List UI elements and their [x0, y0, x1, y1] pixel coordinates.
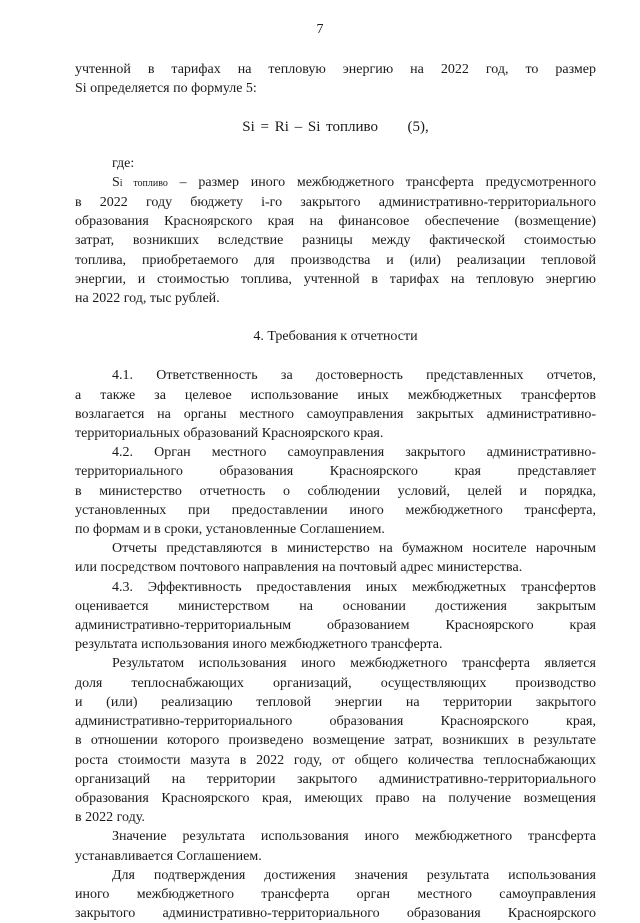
formula-expression: Si = Ri – Si топливо	[242, 119, 379, 136]
intro-paragraph	[75, 60, 596, 98]
definition-subscript: i топливо	[119, 177, 168, 189]
text-line: территориальных образований Красноярского края.	[75, 426, 384, 442]
text-line: административно-территориального образования Красноярского края,	[75, 714, 596, 730]
page-number: 7	[316, 22, 324, 37]
text-line: на 2022 год, тыс рублей.	[75, 291, 220, 307]
text-line: доля теплоснабжающих организаций, осуществляющих производство	[75, 675, 596, 691]
text-line: организаций на территории закрытого административно-территориального	[75, 771, 596, 787]
text-line: Значение результата использования иного межбюджетного трансферта	[112, 829, 596, 845]
text-line: Отчеты представляются в министерство на бумажном носителе нарочным	[112, 541, 596, 557]
section-paragraphs	[75, 366, 596, 923]
definition-lines	[75, 193, 596, 308]
text-line: территориального образования Красноярского края представляет	[75, 464, 596, 480]
paragraph	[75, 578, 596, 655]
where-label: где:	[112, 155, 135, 171]
text-line: закрытого административно-территориального образования Красноярского	[75, 906, 596, 922]
paragraph	[75, 443, 596, 539]
text-line: возлагается на органы местного самоуправления закрытых административно-	[75, 406, 596, 422]
section-heading: 4. Требования к отчетности	[253, 329, 418, 345]
text-line: установленных при предоставлении иного межбюджетного трансферта,	[75, 502, 596, 518]
text-line: оценивается министерством на основании достижения закрытым	[75, 598, 596, 614]
text-line: иного межбюджетного трансферта орган местного самоуправления	[75, 886, 596, 902]
page-body	[75, 60, 596, 923]
paragraph	[75, 866, 596, 923]
text-line: административно-территориальным образованием Красноярского края	[75, 618, 596, 634]
text-line: Результатом использования иного межбюджетного трансферта является	[112, 656, 596, 672]
text-line: и (или) реализацию тепловой энергии на территории закрытого	[75, 694, 596, 710]
text-line: энергии, и стоимостью топлива, учтенной в тарифах на тепловую энергию	[75, 271, 596, 287]
text-line: устанавливается Соглашением.	[75, 848, 262, 864]
text-line: роста стоимости мазута в 2022 году, от общего количества теплоснабжающих	[75, 752, 596, 768]
text-line: Si определяется по формуле 5:	[75, 81, 257, 97]
text-line: в 2022 году.	[75, 810, 145, 826]
text-line: топлива, приобретаемого для производства и (или) реализации тепловой	[75, 252, 596, 268]
formula-number: (5),	[407, 119, 429, 136]
text-line: 4.3. Эффективность предоставления иных межбюджетных трансфертов	[112, 579, 596, 595]
text-line: в министерство отчетность о соблюдении условий, целей и порядка,	[75, 483, 596, 499]
paragraph	[75, 366, 596, 443]
text-line: образования Красноярского края на финансовое обеспечение (возмещение)	[75, 214, 596, 230]
text-line: учтенной в тарифах на тепловую энергию на 2022 год, то размер	[75, 62, 596, 77]
definition-paragraph	[75, 173, 596, 308]
formula-5	[75, 118, 596, 137]
text-line: Для подтверждения достижения значения результата использования	[112, 867, 596, 883]
text-line: результата использования иного межбюджетного трансферта.	[75, 637, 443, 653]
text-line: по формам и в сроки, установленные Соглашением.	[75, 522, 385, 538]
text-line: 4.1. Ответственность за достоверность представленных отчетов,	[112, 368, 596, 384]
text-line: в 2022 году бюджету i-го закрытого административно-территориального	[75, 195, 596, 211]
text-line: образования Красноярского края, имеющих право на получение возмещения	[75, 790, 596, 806]
paragraph	[75, 827, 596, 865]
text-line: или посредством почтового направления на почтовый адрес министерства.	[75, 560, 523, 576]
text-line: в отношении которого произведено возмещение затрат, возникших в результате	[75, 733, 596, 749]
text-line: затрат, возникших вследствие разницы между фактической стоимостью	[75, 233, 596, 249]
definition-symbol: S	[112, 174, 120, 190]
paragraph	[75, 654, 596, 827]
definition-first-line: – размер иного межбюджетного трансферта предусмотренного	[167, 174, 596, 190]
text-line	[75, 173, 596, 193]
paragraph	[75, 539, 596, 577]
text-line: а также за целевое использование иных межбюджетных трансфертов	[75, 387, 596, 403]
text-line: 4.2. Орган местного самоуправления закрытого административно-	[112, 445, 596, 461]
